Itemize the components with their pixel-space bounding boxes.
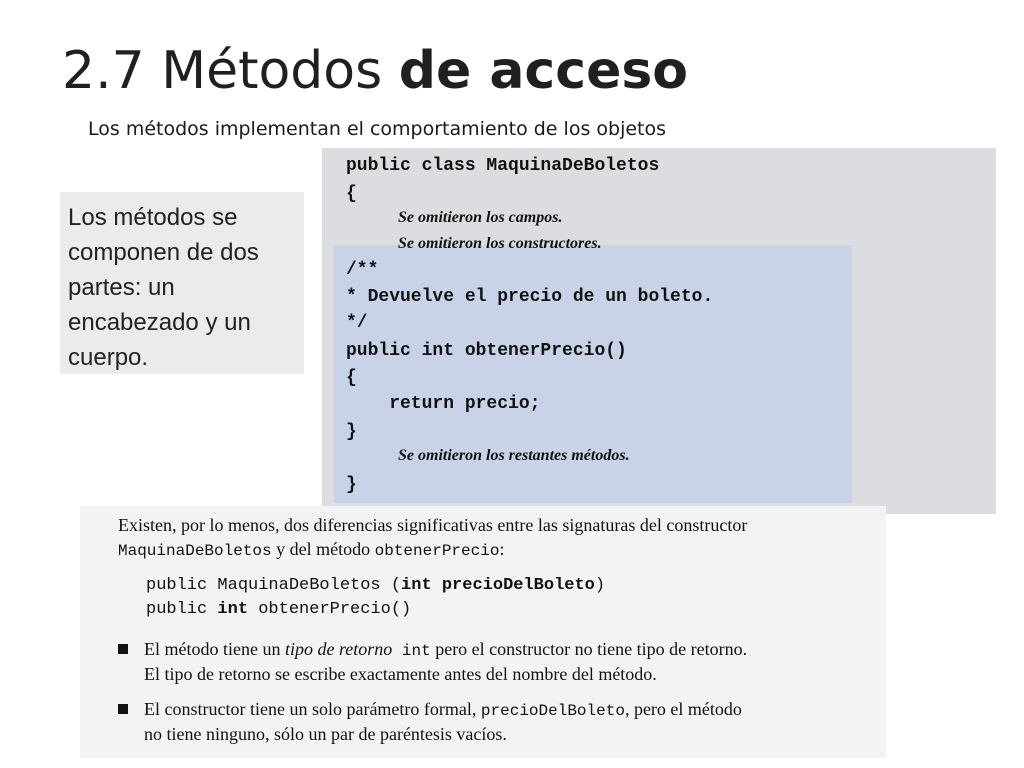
sig-bold: int: [217, 600, 249, 619]
bullet-text: , pero el método: [624, 699, 742, 719]
slide-subtitle: Los métodos implementan el comportamiento de los objetos: [88, 118, 667, 140]
bullet-item: [118, 638, 882, 686]
code-line: }: [346, 422, 357, 442]
bullet-italic: tipo de retorno: [284, 639, 393, 659]
code-line: return precio;: [346, 394, 541, 414]
code-line: public class MaquinaDeBoletos: [346, 156, 660, 176]
bullet-item: [118, 698, 882, 746]
side-note-line: partes: un: [68, 274, 175, 301]
sig-text: public: [146, 600, 218, 619]
code-line: * Devuelve el precio de un boleto.: [346, 287, 714, 307]
slide-title: [62, 40, 688, 102]
title-bold: de acceso: [398, 41, 689, 101]
bullet-square-icon: [118, 704, 128, 714]
sig-text: ): [594, 576, 606, 595]
bullet-code: precioDelBoleto: [480, 702, 625, 720]
code-omission: Se omitieron los constructores.: [398, 235, 602, 252]
bullet-code: int: [392, 642, 431, 660]
code-line: public int obtenerPrecio(): [346, 341, 627, 361]
bullet-text: pero el constructor no tiene tipo de retorno.: [430, 639, 748, 659]
code-line: }: [346, 475, 357, 495]
side-note-line: Los métodos se: [68, 204, 238, 231]
intro-text: y del método: [271, 539, 375, 559]
bullet-text: El tipo de retorno se escribe exactamente antes del nombre del método.: [144, 664, 657, 684]
side-note-box: [60, 192, 304, 374]
intro-code: MaquinaDeBoletos: [118, 542, 272, 560]
side-note-line: componen de dos: [68, 239, 259, 266]
code-line: /**: [346, 260, 379, 280]
intro-code: obtenerPrecio: [374, 542, 500, 560]
signatures: [146, 574, 605, 622]
title-regular: 2.7 Métodos: [62, 41, 399, 101]
side-note-line: cuerpo.: [68, 344, 149, 371]
side-note-line: encabezado y un: [68, 309, 251, 336]
intro-text: :: [499, 539, 505, 559]
code-omission: Se omitieron los restantes métodos.: [398, 447, 630, 464]
bullet-text: El constructor tiene un solo parámetro formal,: [144, 699, 481, 719]
code-line: {: [346, 184, 357, 204]
sig-text: public MaquinaDeBoletos (: [146, 576, 402, 595]
bullet-text: El método tiene un: [144, 639, 285, 659]
excerpt-intro: [118, 513, 884, 563]
bullet-text: no tiene ninguno, sólo un par de paréntesis vacíos.: [144, 724, 507, 744]
code-scan-image: [322, 148, 996, 514]
intro-text: Existen, por lo menos, dos diferencias significativas entre las signaturas del constructor: [118, 515, 748, 535]
code-line: */: [346, 313, 368, 333]
book-excerpt: [80, 506, 886, 758]
sig-bold: int precioDelBoleto: [401, 576, 595, 595]
bullet-square-icon: [118, 644, 128, 654]
sig-text: obtenerPrecio(): [248, 600, 412, 619]
code-line: {: [346, 368, 357, 388]
code-omission: Se omitieron los campos.: [398, 209, 563, 226]
